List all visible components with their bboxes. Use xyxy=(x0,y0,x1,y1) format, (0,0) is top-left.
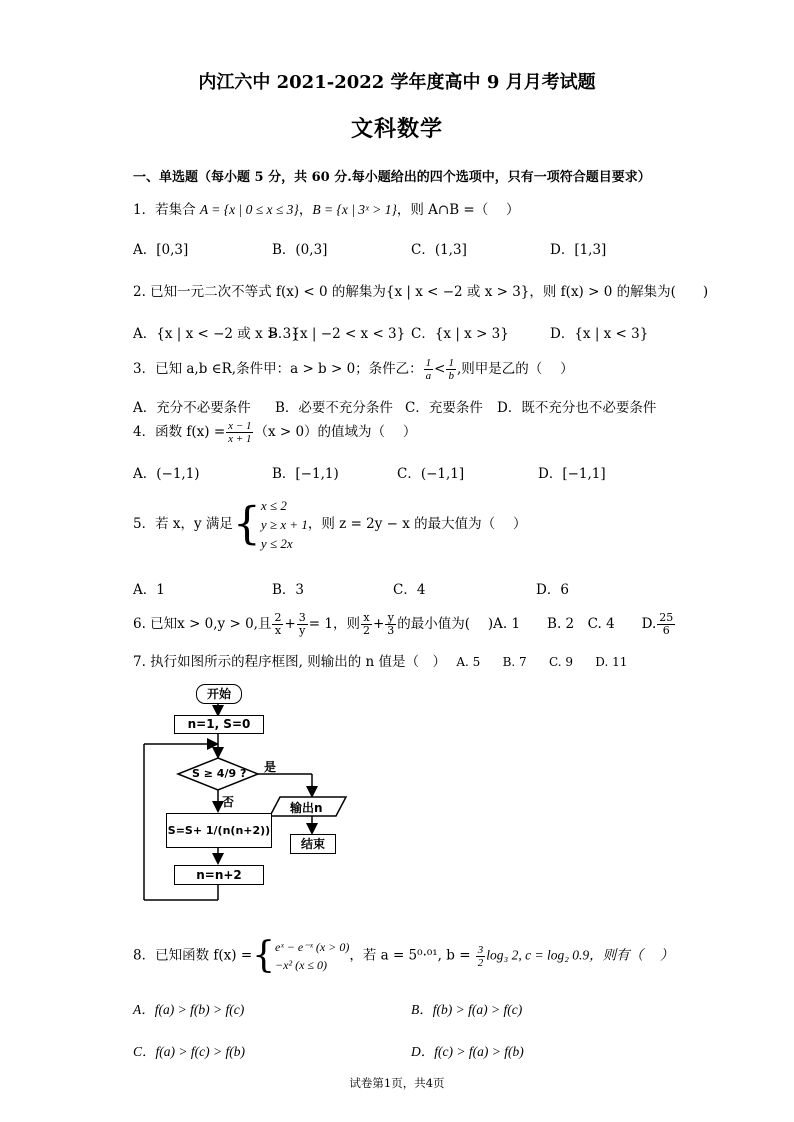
section-heading: 一、单选题（每小题 5 分，共 60 分.每小题给出的四个选项中，只有一项符合题目要求） xyxy=(133,170,651,185)
q2-option-b: B．{x | −2 < x < 3} xyxy=(268,326,406,342)
page-footer: 试卷第1页，共4页 xyxy=(349,1076,445,1090)
q5-option-c: C．4 xyxy=(393,582,426,598)
q8-option-d: D．f(c) > f(a) > f(b) xyxy=(411,1044,524,1059)
q1-option-a: A．[0,3] xyxy=(133,242,189,258)
q1-option-c: C．(1,3] xyxy=(411,242,467,258)
q8-option-a: A．f(a) > f(b) > f(c) xyxy=(133,1002,245,1017)
q8-option-c: C．f(a) > f(c) > f(b) xyxy=(133,1044,245,1059)
q1-option-d: D．[1,3] xyxy=(550,242,607,258)
question-1-stem: 1．若集合 A = {x | 0 ≤ x ≤ 3}，B = {x | 3ˣ > 1}，则 A∩B =（ ） xyxy=(133,202,520,218)
q2-option-d: D．{x | x < 3} xyxy=(550,326,649,342)
exam-subject: 文科数学 xyxy=(350,116,443,142)
question-8-stem: 8．已知函数 f(x) ={ eˣ − e⁻ˣ (x > 0) −x² (x ≤ 0) ，若 a = 5⁰·⁰¹, b = $\frac{3}{2}$ log₃ 2, c = log₂ 0.9，则有（ ） xyxy=(133,935,674,976)
q5-option-a: A．1 xyxy=(133,582,165,598)
q7-option-b: B. 7 xyxy=(502,655,527,669)
q3-option-a: A．充分不必要条件 xyxy=(133,400,251,416)
flowchart-increment: n=n+2 xyxy=(174,865,264,885)
q4-option-d: D．[−1,1] xyxy=(538,466,606,482)
q4-option-a: A．(−1,1) xyxy=(133,466,200,482)
q4-option-c: C．(−1,1] xyxy=(397,466,465,482)
exam-title: 内江六中 2021-2022 学年度高中 9 月月考试题 xyxy=(198,72,596,93)
q3-option-c: C．充要条件 xyxy=(405,400,483,416)
flowchart-update: S=S+ 1/(n(n+2)) xyxy=(166,813,272,848)
question-6-stem: 6. 已知x > 0,y > 0,且 $\frac{2}{x}$ + $\frac{3}{y}$ = 1，则 $\frac{x}{2}$ + $\frac{y}{3}$ 的最小值为( )A. 1 B. 2 C. 4 D. $\frac{25}{6}$ xyxy=(133,611,674,637)
flowchart-init: n=1, S=0 xyxy=(174,715,264,734)
q2-option-c: C．{x | x > 3} xyxy=(411,326,509,342)
question-7-stem: 7. 执行如图所示的程序框图, 则输出的 n 值是（ ） A. 5 B. 7 C. 9 D. 11 xyxy=(133,654,628,670)
q3-option-b: B．必要不充分条件 xyxy=(275,400,393,416)
q4-option-b: B．[−1,1) xyxy=(272,466,339,482)
flowchart-yes-label: 是 xyxy=(264,760,277,774)
question-2-stem: 2. 已知一元二次不等式 f(x) < 0 的解集为{x | x < −2 或 x > 3}，则 f(x) > 0 的解集为( ) xyxy=(133,284,709,300)
flowchart-end: 结束 xyxy=(290,834,336,854)
q5-option-b: B．3 xyxy=(272,582,305,598)
q5-option-d: D．6 xyxy=(536,582,569,598)
question-4-stem: 4．函数 f(x) = $\frac{x - 1}{x + 1}$ （x > 0）的值域为（ ） xyxy=(133,420,417,445)
q7-option-d: D. 11 xyxy=(595,655,628,669)
q7-option-a: A. 5 xyxy=(456,655,481,669)
q2-option-a: A．{x | x < −2 或 x > 3} xyxy=(133,326,300,342)
flowchart-output: 输出n xyxy=(290,801,323,815)
question-5-stem: 5．若 x，y 满足{ x ≤ 2 y ≥ x + 1 y ≤ 2x ，则 z = 2y − x 的最大值为（ ） xyxy=(133,498,527,551)
flowchart-condition: S ≥ 4/9 ? xyxy=(192,767,247,780)
q3-option-d: D．既不充分也不必要条件 xyxy=(497,400,657,416)
flowchart-no-label: 否 xyxy=(222,795,235,809)
q1-option-b: B．(0,3] xyxy=(272,242,328,258)
q8-option-b: B．f(b) > f(a) > f(c) xyxy=(411,1002,523,1017)
flowchart-start: 开始 xyxy=(196,684,242,704)
q7-option-c: C. 9 xyxy=(548,655,573,669)
question-3-stem: 3．已知 a,b ∈R,条件甲：a > b > 0；条件乙： $\frac{1}{a}$ < $\frac{1}{b}$ ,则甲是乙的（ ） xyxy=(133,357,574,382)
program-flowchart xyxy=(140,682,350,904)
